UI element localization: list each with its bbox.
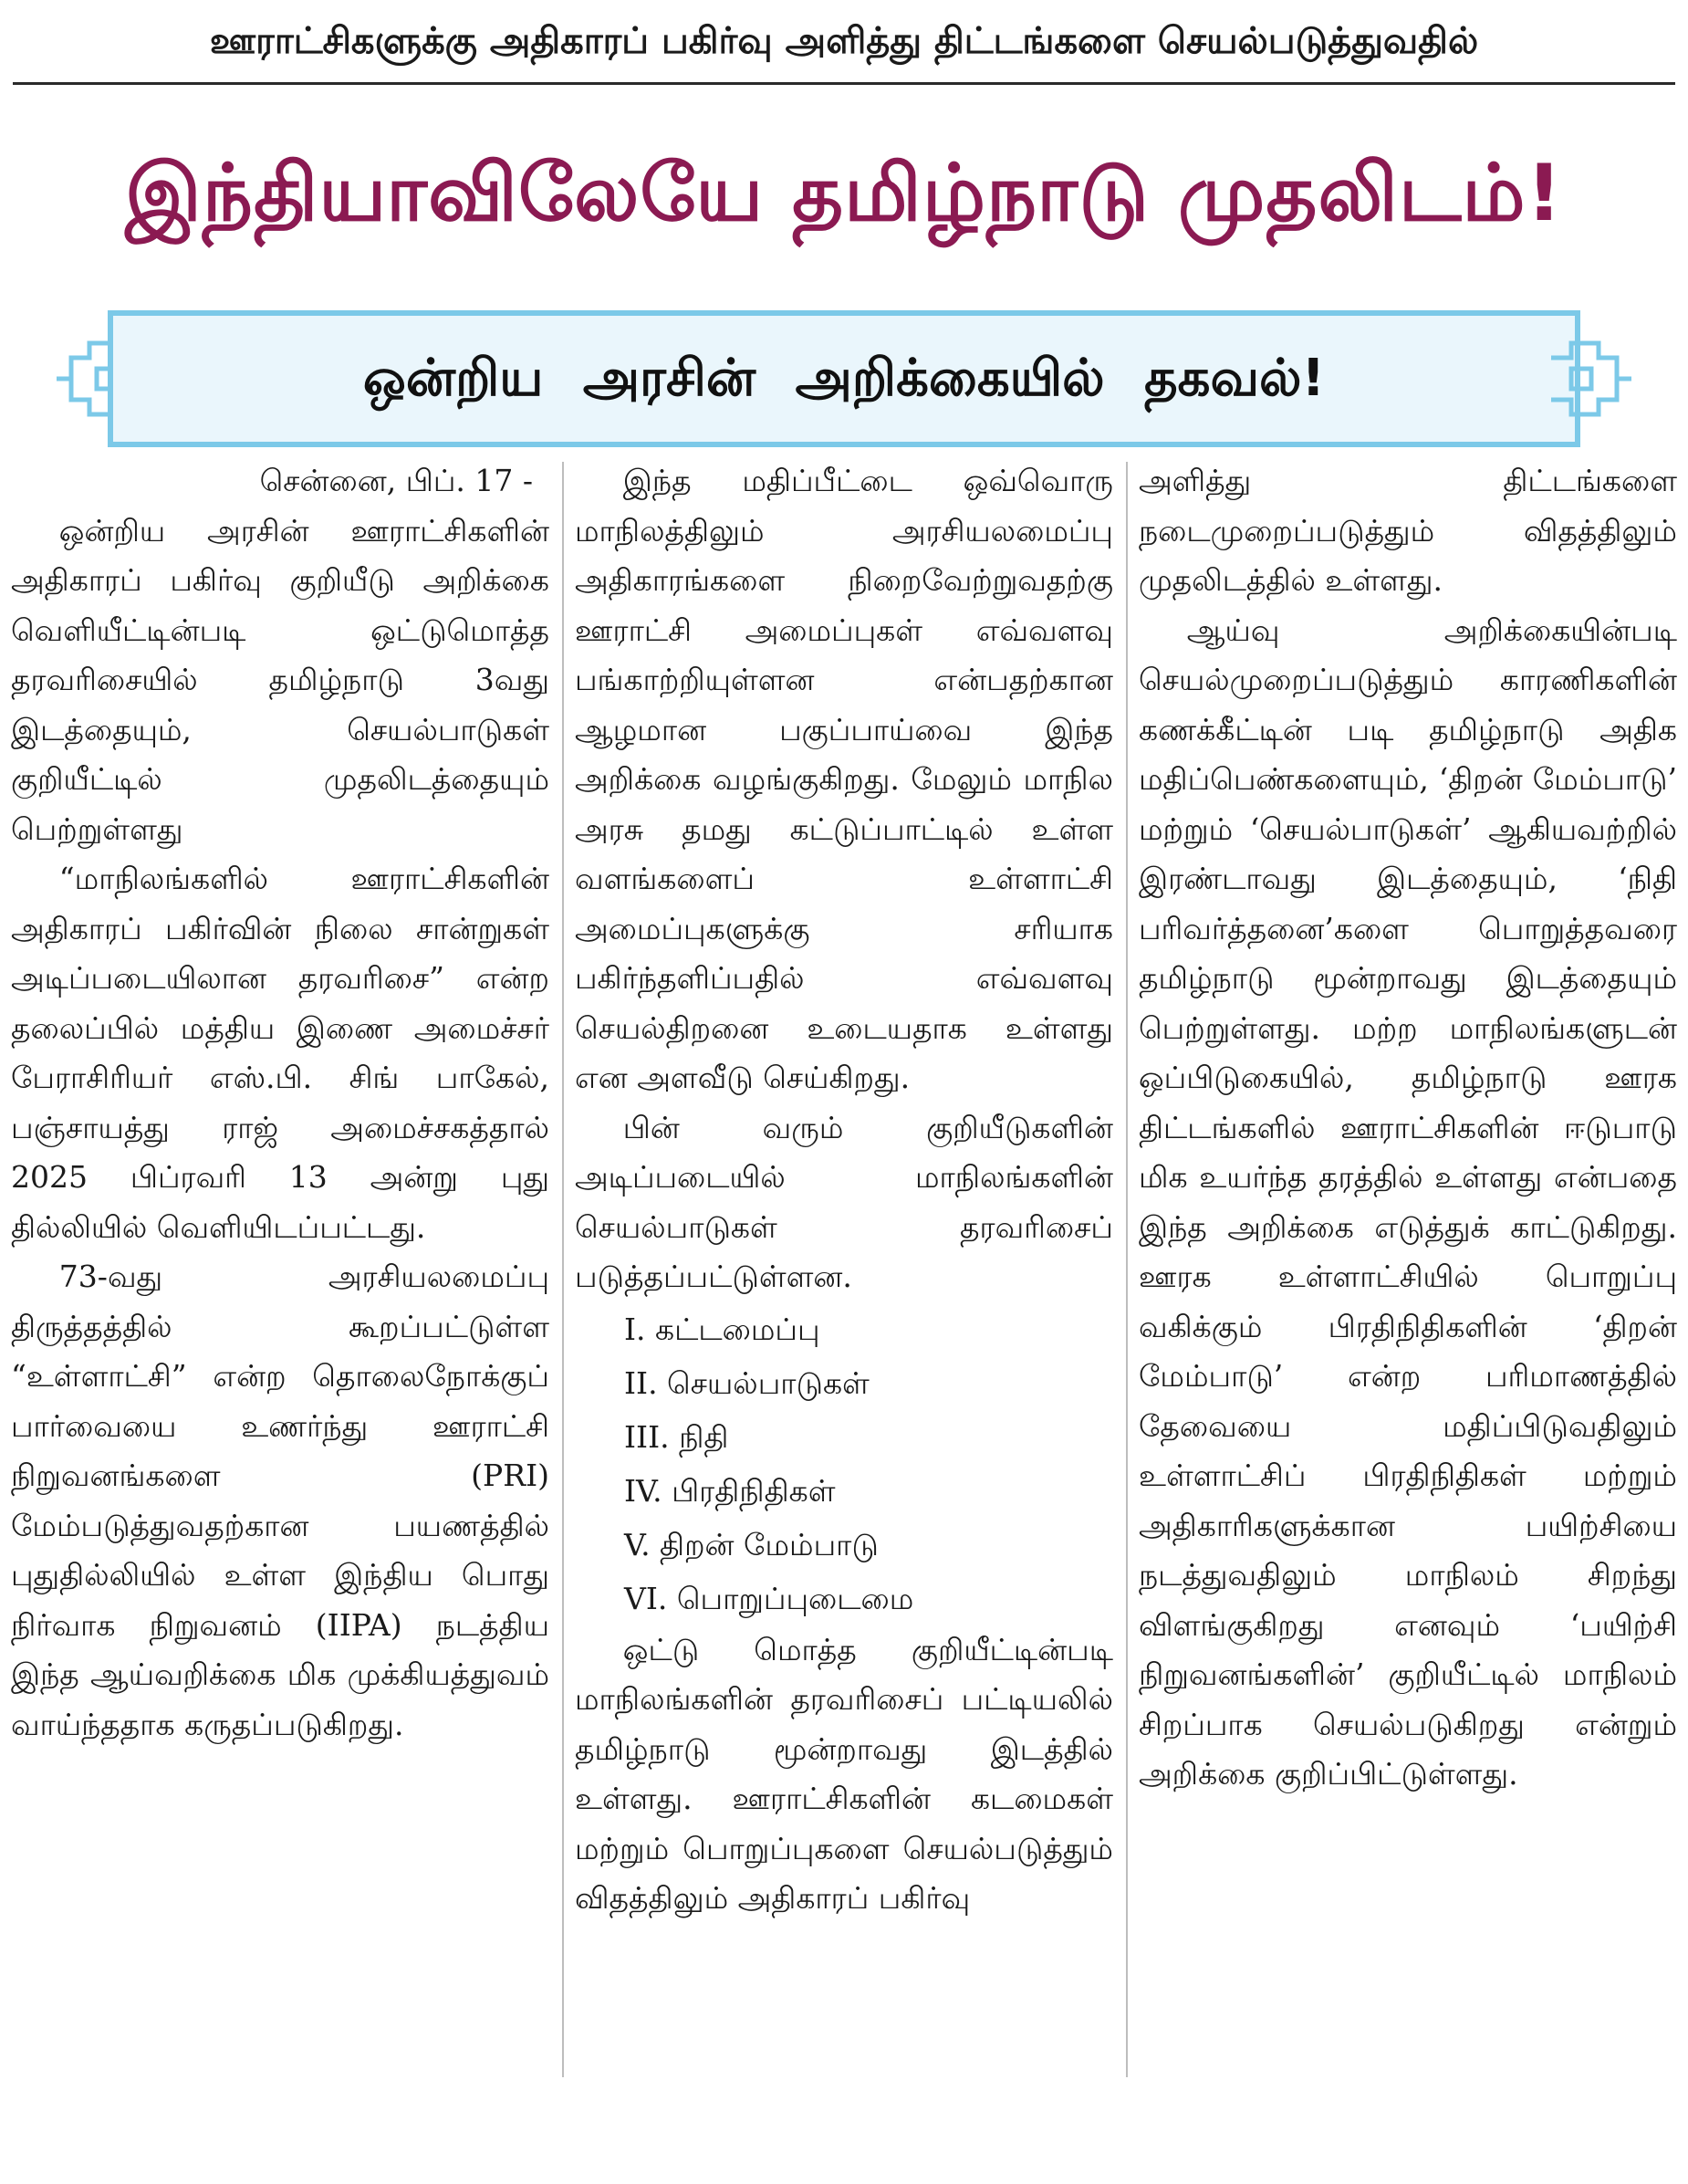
list-item: I. கட்டமைப்பு bbox=[624, 1311, 820, 1347]
column-1 bbox=[11, 456, 549, 1750]
list-item: III. நிதி bbox=[624, 1418, 729, 1455]
subheadline-box bbox=[108, 310, 1580, 447]
paragraph: அளித்து திட்டங்களை நடைமுறைப்படுத்தும் விதத்திலும் முதலிடத்தில் உள்ளது. bbox=[1139, 463, 1677, 598]
article-body bbox=[11, 456, 1677, 2117]
list-item: II. செயல்பாடுகள் bbox=[624, 1364, 870, 1401]
paragraph: இந்த மதிப்பீட்டை ஒவ்வொரு மாநிலத்திலும் அரசியலமைப்பு அதிகாரங்களை நிறைவேற்றுவதற்கு ஊராட்சி அமைப்புகள் எவ்வளவு பங்காற்றியுள்ளன என்பதற்கான ஆழமான பகுப்பாய்வை இந்த அறிக்கை வழங்குகிறது. மேலும் மாநில அரசு தமது கட்டுப்பாட்டில் உள்ள வளங்களைப் உள்ளாட்சி அமைப்புகளுக்கு சரியாக பகிர்ந்தளிப்பதில் எவ்வளவு செயல்திறனை உடையதாக உள்ளது என அளவீடு செய்கிறது. bbox=[575, 463, 1113, 1095]
list-item: V. திறன் மேம்பாடு bbox=[624, 1526, 879, 1562]
column-divider bbox=[562, 462, 564, 2077]
kicker-divider bbox=[13, 82, 1675, 85]
paragraph: “மாநிலங்களில் ஊராட்சிகளின் அதிகாரப் பகிர்வின் நிலை சான்றுகள் அடிப்படையிலான தரவரிசை” என்ற தலைப்பில் மத்திய இணை அமைச்சர் பேராசிரியர் எஸ்.பி. சிங் பாகேல், பஞ்சாயத்து ராஜ் அமைச்சகத்தால் 2025 பிப்ரவரி 13 அன்று புது தில்லியில் வெளியிடப்பட்டது. bbox=[11, 861, 549, 1245]
subheadline: ஒன்றிய அரசின் அறிக்கையில் தகவல்! bbox=[362, 349, 1326, 408]
indicator-list bbox=[575, 1302, 1113, 1625]
paragraph: ஒட்டு மொத்த குறியீட்டின்படி மாநிலங்களின் தரவரிசைப் பட்டியலில் தமிழ்நாடு மூன்றாவது இடத்தில் உள்ளது. ஊராட்சிகளின் கடமைகள் மற்றும் பொறுப்புகளை செயல்படுத்தும் விதத்திலும் அதிகாரப் பகிர்வு bbox=[575, 1631, 1113, 1916]
paragraph: ஒன்றிய அரசின் ஊராட்சிகளின் அதிகாரப் பகிர்வு குறியீடு அறிக்கை வெளியீட்டின்படி ஒட்டுமொத்த தரவரிசையில் தமிழ்நாடு 3வது இடத்தையும், செயல்பாடுகள் குறியீட்டில் முதலிடத்தையும் பெற்றுள்ளது bbox=[11, 512, 549, 847]
column-3 bbox=[1139, 456, 1677, 1800]
column-divider bbox=[1126, 462, 1128, 2077]
paragraph: ஆய்வு அறிக்கையின்படி செயல்முறைப்படுத்தும் காரணிகளின் கணக்கீட்டின் படி தமிழ்நாடு அதிக மதிப்பெண்களையும், ‘திறன் மேம்பாடு’ மற்றும் ‘செயல்பாடுகள்’ ஆகியவற்றில் இரண்டாவது இடத்தையும், ‘நிதி பரிவர்த்தனை’களை பொறுத்தவரை தமிழ்நாடு மூன்றாவது இடத்தையும் பெற்றுள்ளது. மற்ற மாநிலங்களுடன் ஒப்பிடுகையில், தமிழ்நாடு ஊரக திட்டங்களில் ஊராட்சிகளின் ஈடுபாடு மிக உயர்ந்த தரத்தில் உள்ளது என்பதை இந்த அறிக்கை எடுத்துக் காட்டுகிறது. ஊரக உள்ளாட்சியில் பொறுப்பு வகிக்கும் பிரதிநிதிகளின் ‘திறன் மேம்பாடு’ என்ற பரிமாணத்தில் தேவையை மதிப்பிடுவதிலும் உள்ளாட்சிப் பிரதிநிதிகள் மற்றும் அதிகாரிகளுக்கான பயிற்சியை நடத்துவதிலும் மாநிலம் சிறந்து விளங்குகிறது எனவும் ‘பயிற்சி நிறுவனங்களின்’ குறியீட்டில் மாநிலம் சிறப்பாக செயல்படுகிறது என்றும் அறிக்கை குறிப்பிட்டுள்ளது. bbox=[1139, 611, 1677, 1792]
kicker-line: ஊராட்சிகளுக்கு அதிகாரப் பகிர்வு அளித்து திட்டங்களை செயல்படுத்துவதில் bbox=[209, 20, 1479, 62]
subheadline-banner bbox=[53, 310, 1635, 447]
paragraph: பின் வரும் குறியீடுகளின் அடிப்படையில் மாநிலங்களின் செயல்பாடுகள் தரவரிசைப் படுத்தப்பட்டுள்ளன. bbox=[575, 1109, 1113, 1294]
paragraph: 73-வது அரசியலமைப்பு திருத்தத்தில் கூறப்பட்டுள்ள “உள்ளாட்சி” என்ற தொலைநோக்குப் பார்வையை உணர்ந்து ஊராட்சி நிறுவனங்களை (PRI) மேம்படுத்துவதற்கான பயணத்தில் புதுதில்லியில் உள்ள இந்திய பொது நிர்வாக நிறுவனம் (IIPA) நடத்திய இந்த ஆய்வறிக்கை மிக முக்கியத்துவம் வாய்ந்ததாக கருதப்படுகிறது. bbox=[11, 1259, 549, 1742]
column-2 bbox=[575, 456, 1113, 1924]
list-item: IV. பிரதிநிதிகள் bbox=[624, 1472, 836, 1509]
right-ornament-icon bbox=[1551, 336, 1635, 422]
dateline: சென்னை, பிப். 17 - bbox=[259, 463, 533, 498]
list-item: VI. பொறுப்புடைமை bbox=[624, 1580, 914, 1616]
headline: இந்தியாவிலேயே தமிழ்நாடு முதலிடம்! bbox=[125, 148, 1563, 239]
